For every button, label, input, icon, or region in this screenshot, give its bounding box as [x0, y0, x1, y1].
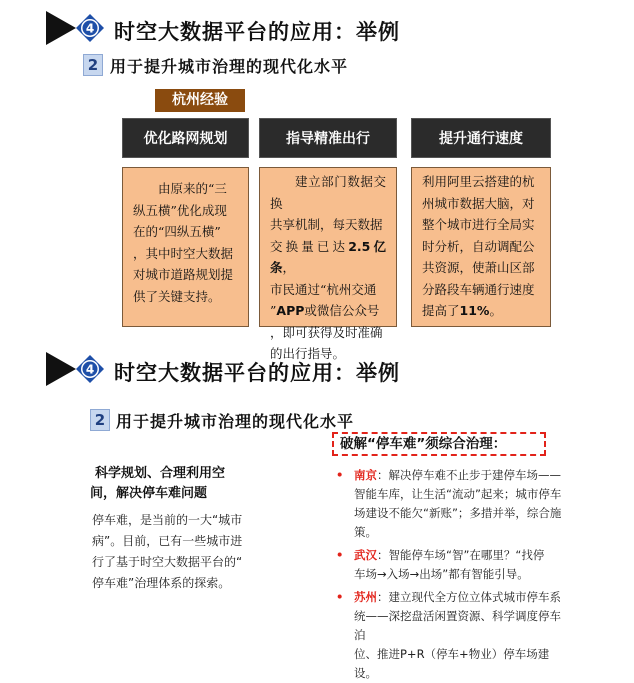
card-line: 提高了11%。 — [422, 303, 502, 318]
card-head-speed: 提升通行速度 — [411, 118, 551, 158]
number-badge-icon — [75, 13, 105, 43]
badge-number: 4 — [85, 362, 95, 377]
subsection-number: 2 — [83, 54, 103, 76]
card-line: ，其中时空大数据 — [133, 245, 234, 261]
parking-box-title: 破解“停车难”须综合治理： — [332, 432, 546, 456]
card-line: ”APP或微信公众号 — [270, 303, 380, 318]
left-title — [90, 464, 290, 504]
subsection-title: 用于提升城市治理的现代化水平 — [116, 412, 355, 431]
left-text-line: 行了基于时空大数据平台的“ — [92, 555, 243, 569]
card-line: 利用阿里云搭建的杭 — [422, 174, 535, 189]
subsection-title: 用于提升城市治理的现代化水平 — [110, 57, 349, 76]
card-head-road: 优化路网规划 — [122, 118, 249, 158]
card-head-travel: 指导精准出行 — [259, 118, 397, 158]
list-item: • 南京：解决停车难不止步于建停车场—— 智能车库，让生活“流动”起来；城市停车 场建设不能欠“新账”；多措并举，综合施 策。 — [336, 468, 562, 539]
card-line: 供了关键支持。 — [133, 288, 221, 304]
subsection-number: 2 — [90, 409, 110, 431]
city-name: 苏州 — [354, 590, 377, 604]
number-badge-icon — [75, 354, 105, 384]
left-text-line: 病”。目前，已有一些城市进 — [92, 534, 243, 548]
city-list — [336, 466, 572, 683]
card-body-road — [122, 167, 249, 327]
list-item: • 苏州：建立现代全方位立体式城市停车系 统——深挖盘活闲置资源、科学调度停车泊 位、推进P+R（停车+物业）停车场建设。 — [336, 590, 561, 680]
section-title: 时空大数据平台的应用：举例 — [114, 19, 400, 44]
card-body-speed — [411, 167, 551, 327]
arrow-marker-icon — [46, 352, 76, 386]
highlight-figure: 2.5亿条 — [270, 238, 386, 275]
bullet: • — [336, 590, 344, 604]
arrow-marker-icon — [46, 11, 76, 45]
badge-number: 4 — [85, 21, 95, 36]
highlight-figure: 11% — [459, 303, 490, 318]
card-line: 的出行指导。 — [270, 346, 346, 361]
card-line: 分路段车辆通行速度 — [422, 281, 535, 297]
card-line: 时分析，自动调配公 — [422, 238, 535, 254]
hangzhou-label: 杭州经验 — [155, 89, 245, 112]
card-line: 纵五横”优化成现 — [133, 202, 227, 218]
section-title: 时空大数据平台的应用：举例 — [114, 360, 400, 385]
bullet: • — [336, 468, 344, 482]
highlight-figure: APP — [276, 303, 305, 318]
card-line: 由原来的“三 — [158, 181, 227, 196]
card-line: 州城市数据大脑，对 — [422, 195, 535, 211]
card-body-travel — [259, 167, 397, 361]
card-line: 建立部门数据交换 — [270, 174, 386, 211]
card-line: ，即可获得及时准确 — [270, 324, 383, 340]
card-line: 对城市道路规划提 — [133, 267, 234, 282]
left-text-line: 停车难”治理体系的探索。 — [92, 576, 231, 590]
left-title-line: 科学规划、合理利用空 — [95, 466, 226, 481]
bullet: • — [336, 548, 344, 562]
left-text — [92, 510, 292, 594]
card-line: 共资源，使萧山区部 — [422, 260, 535, 275]
city-name: 南京 — [354, 468, 377, 482]
left-title-line: 间，解决停车难问题 — [90, 486, 208, 501]
card-line: 共享机制，每天数据 — [270, 217, 383, 232]
card-line: 市民通过“杭州交通 — [270, 281, 377, 297]
card-line: 在的“四纵五横” — [133, 224, 221, 239]
card-line: 交换量已达2.5亿条， — [270, 238, 386, 275]
list-item: • 武汉：智能停车场“智”在哪里？“找停 车场→入场→出场”都有智能引导。 — [336, 548, 545, 581]
city-name: 武汉 — [354, 548, 377, 562]
card-line: 整个城市进行全局实 — [422, 217, 535, 232]
left-text-line: 停车难，是当前的一大“城市 — [92, 513, 243, 527]
